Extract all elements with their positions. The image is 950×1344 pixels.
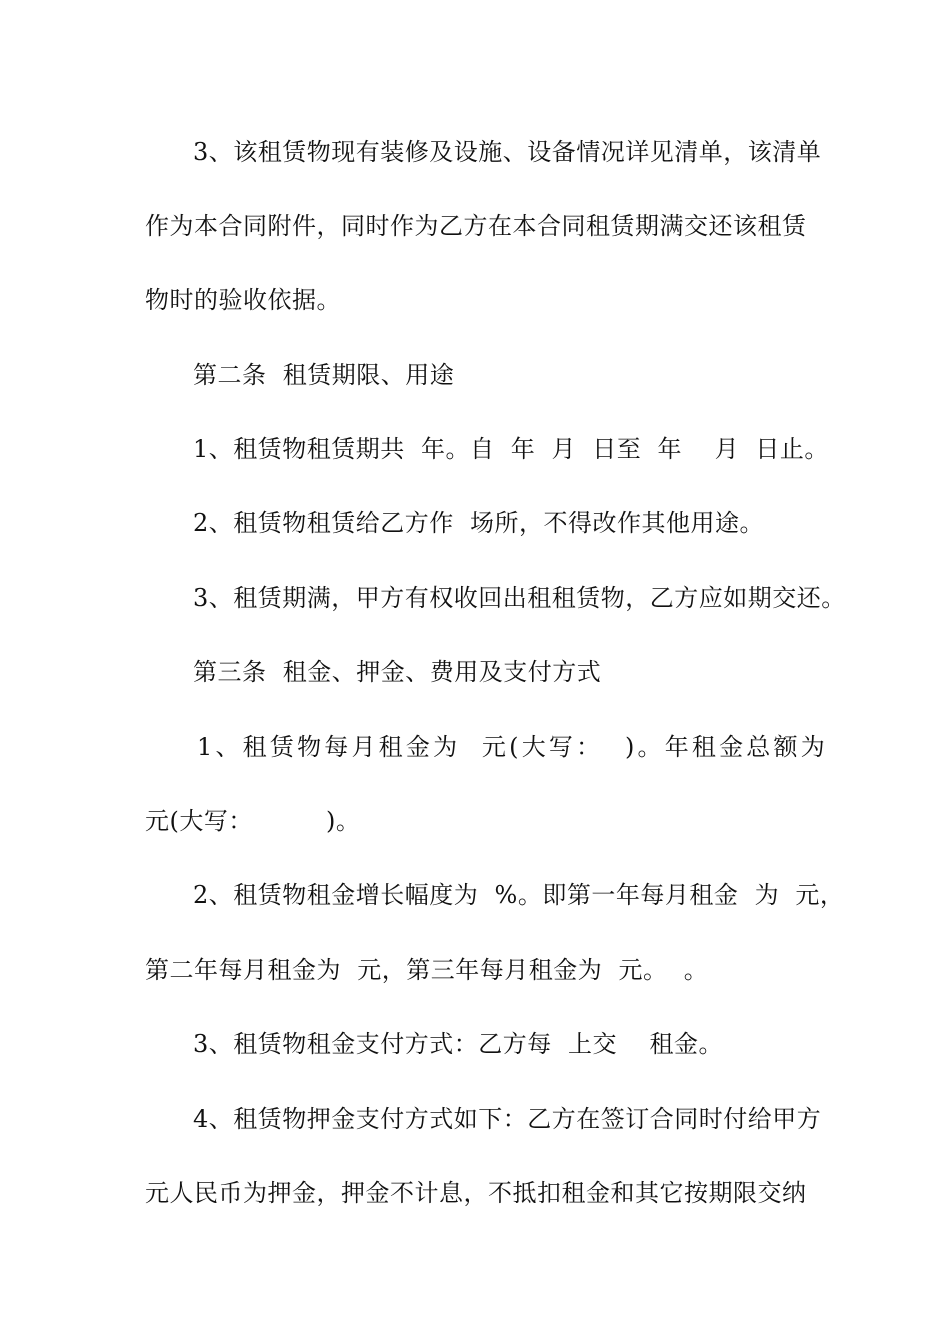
paragraph-line: 第二年每月租金为 元，第三年每月租金为 元。 。 — [145, 956, 709, 984]
section-heading: 第三条 租金、押金、费用及支付方式 — [193, 658, 602, 686]
paragraph-line: 3、该租赁物现有装修及设施、设备情况详见清单，该清单 — [193, 138, 822, 166]
paragraph-line: 物时的验收依据。 — [145, 286, 341, 314]
paragraph-line: 元(大写： )。 — [145, 807, 361, 835]
paragraph-line: 3、租赁期满，甲方有权收回出租租赁物，乙方应如期交还。 — [193, 584, 846, 612]
paragraph-line: 作为本合同附件，同时作为乙方在本合同租赁期满交还该租赁 — [145, 212, 807, 240]
paragraph-line: 2、租赁物租赁给乙方作 场所，不得改作其他用途。 — [193, 509, 765, 537]
paragraph-line: 4、租赁物押金支付方式如下：乙方在签订合同时付给甲方 — [193, 1105, 822, 1133]
paragraph-line: 1、租赁物租赁期共 年。自 年 月 日至 年 月 日止。 — [193, 435, 829, 463]
paragraph-line: 2、租赁物租金增长幅度为 %。即第一年每月租金 为 元， — [193, 881, 845, 909]
paragraph-line: 3、租赁物租金支付方式：乙方每 上交 租金。 — [193, 1030, 724, 1058]
paragraph-line: 1、租赁物每月租金为 元(大写： )。年租金总额为 — [197, 733, 828, 761]
section-heading: 第二条 租赁期限、用途 — [193, 361, 455, 389]
paragraph-line: 元人民币为押金，押金不计息，不抵扣租金和其它按期限交纳 — [145, 1179, 807, 1207]
